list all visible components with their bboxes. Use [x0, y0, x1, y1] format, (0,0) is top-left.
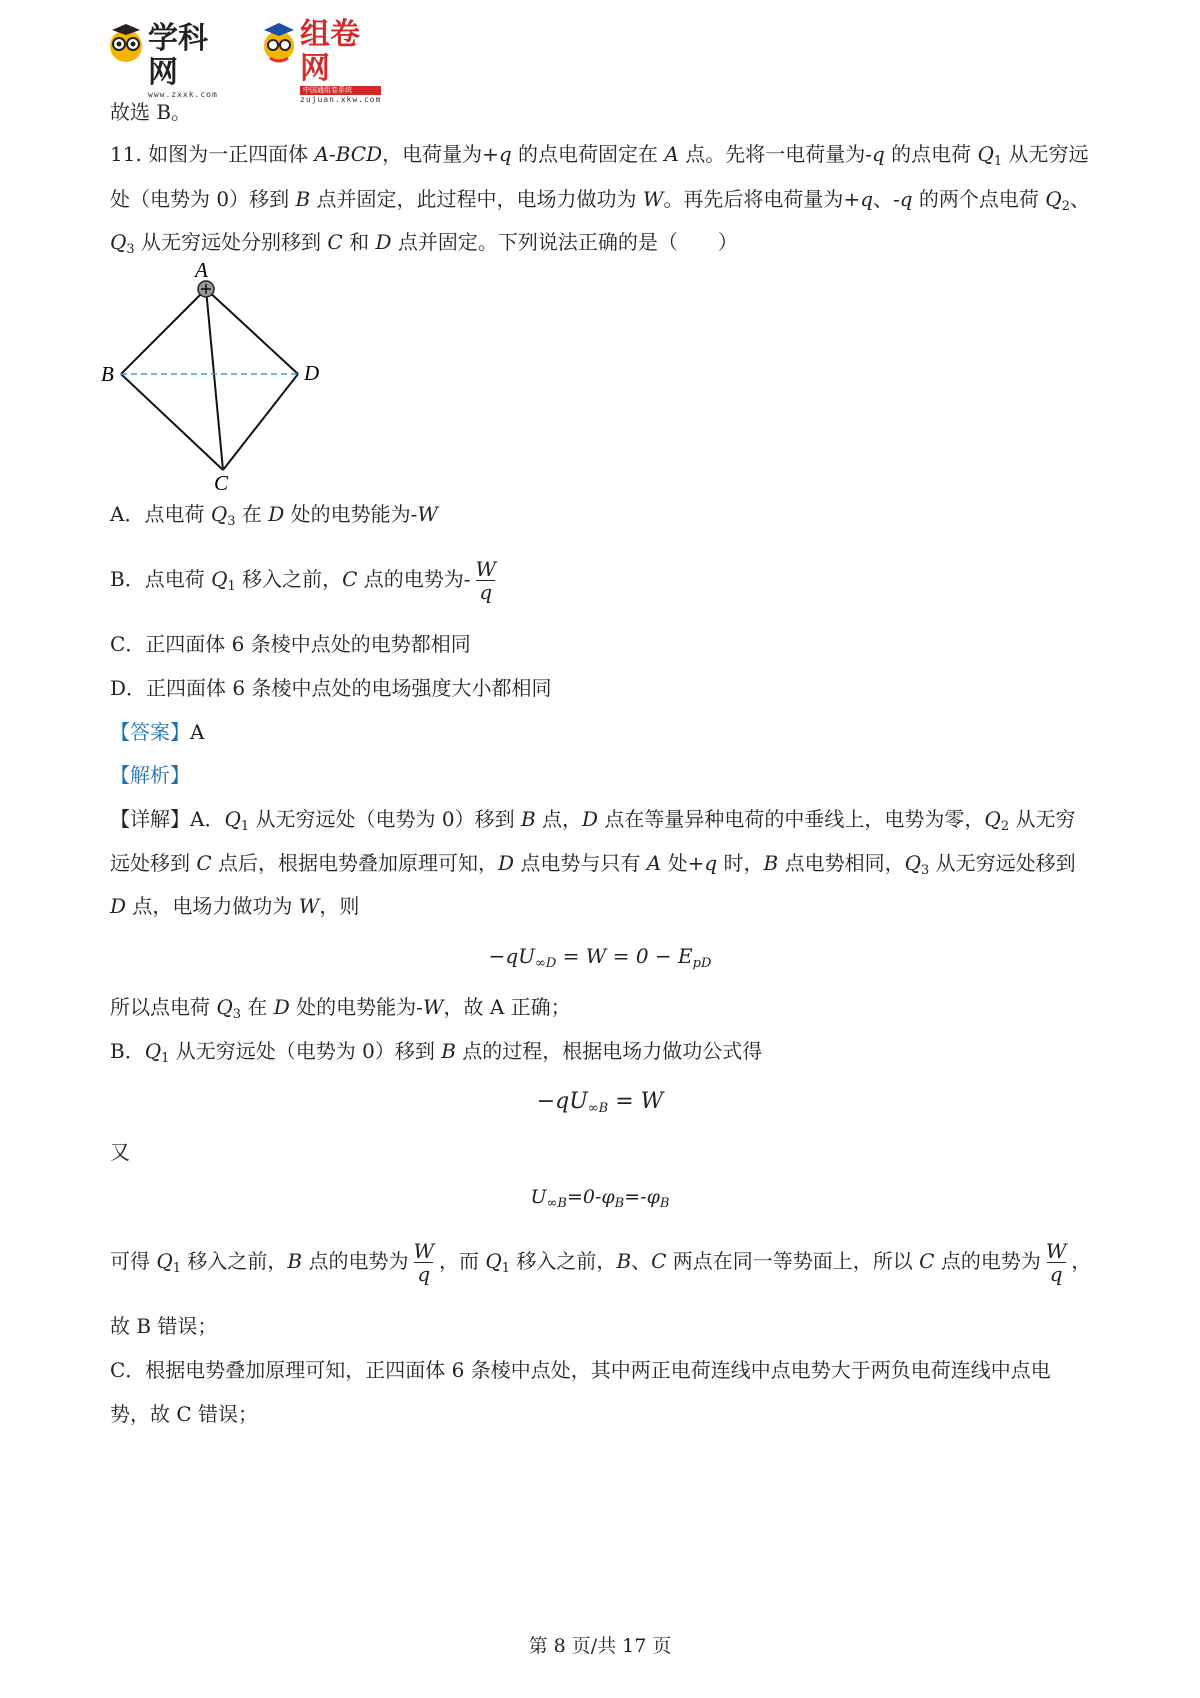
question-line-3: $Q_3$ 从无穷远处分别移到 C 和 D 点并固定。下列说法正确的是（ ）: [110, 230, 738, 257]
zujuanwang-logo-text: 组卷网: [300, 17, 360, 86]
equation-2: $-qU_{\infty B} = W$: [536, 1089, 664, 1116]
edge-ab: [121, 289, 206, 374]
detail-label: 【详解】: [110, 807, 190, 831]
vertex-label-d: D: [304, 361, 320, 385]
option-b: B．点电荷 $Q_1$ 移入之前，C 点的电势为- $\frac{W}{q}$: [110, 554, 501, 604]
edge-dc: [223, 374, 298, 470]
edge-ad: [206, 289, 298, 374]
question-number: 11.: [110, 142, 142, 166]
xuekewang-url: www.zxxk.com: [148, 90, 218, 99]
question-line-1: 11. 如图为一正四面体 A-BCD，电荷量为+q 的点电荷固定在 A 点。先将一电荷量为-q 的点电荷 $Q_1$ 从无穷远: [110, 142, 1089, 169]
prev-answer: 故选 B。: [110, 100, 192, 124]
answer-line: [110, 718, 204, 746]
detail-line-8: C．根据电势叠加原理可知，正四面体 6 条棱中点处，其中两正电荷连线中点电势大于两负电荷连线中点电: [110, 1358, 1051, 1382]
detail-you: 又: [110, 1140, 130, 1164]
zujuanwang-url: zujuan.xkw.com: [300, 95, 382, 104]
detail-line-6: 可得 $Q_1$ 移入之前，B 点的电势为 $\frac{W}{q}$ ，而 $Q_1$ 移入之前，B、C 两点在同一等势面上，所以 C 点的电势为 $\frac{W}{q}$ ，: [110, 1239, 1092, 1286]
detail-line-9: 势，故 C 错误；: [110, 1402, 259, 1426]
tetrahedron-figure: [96, 258, 336, 498]
analysis-label: 【解析】: [110, 763, 190, 787]
fraction-w-over-q: $\frac{W}{q}$: [1045, 1239, 1067, 1286]
detail-line-1: 【详解】A．$Q_1$ 从无穷远处（电势为 0）移到 B 点，D 点在等量异种电荷的中垂线上，电势为零，$Q_2$ 从无穷: [110, 807, 1076, 834]
detail-line-7: 故 B 错误；: [110, 1314, 218, 1338]
detail-line-4: 所以点电荷 $Q_3$ 在 D 处的电势能为-W，故 A 正确；: [110, 995, 571, 1022]
answer-label: 【答案】: [110, 720, 190, 744]
edge-bc: [121, 374, 223, 470]
detail-line-3: D 点，电场力做功为 W，则: [110, 894, 360, 918]
option-c: C．正四面体 6 条棱中点处的电势都相同: [110, 632, 471, 656]
zujuanwang-tagline: 中国通组卷系统: [300, 86, 381, 95]
equation-1: $-qU_{\infty D} = W = 0 - E_{pD}$: [488, 944, 712, 971]
vertex-label-b: B: [101, 362, 114, 386]
fraction-w-over-q: $\frac{W}{q}$: [413, 1239, 435, 1286]
option-a: A．点电荷 $Q_3$ 在 D 处的电势能为-W: [110, 502, 438, 529]
detail-line-2: 远处移到 C 点后，根据电势叠加原理可知，D 点电势与只有 A 处+q 时，B 点电势相同，$Q_3$ 从无穷远处移到: [110, 851, 1076, 878]
edge-ac: [206, 289, 223, 470]
vertex-label-c: C: [214, 471, 229, 495]
xuekewang-logo-text: 学科网: [148, 21, 208, 90]
owl-mascot-icon: [108, 20, 144, 64]
question-line-2: 处（电势为 0）移到 B 点并固定，此过程中，电场力做功为 W。再先后将电荷量为+q、-q 的两个点电荷 $Q_2$、: [110, 187, 1090, 214]
answer-value: A: [190, 720, 205, 744]
page-footer: 第 8 页/共 17 页: [528, 1635, 672, 1657]
equation-3: $U_{\infty B}=0-\varphi_B=-\varphi_B$: [530, 1186, 670, 1211]
detail-line-5: B．$Q_1$ 从无穷远处（电势为 0）移到 B 点的过程，根据电场力做功公式得: [110, 1039, 763, 1066]
vertex-label-a: A: [195, 258, 208, 282]
student-mascot-icon: [260, 18, 298, 64]
fraction-w-over-q: $\frac{W}{q}$: [475, 557, 497, 604]
option-d: D．正四面体 6 条棱中点处的电场强度大小都相同: [110, 676, 552, 700]
